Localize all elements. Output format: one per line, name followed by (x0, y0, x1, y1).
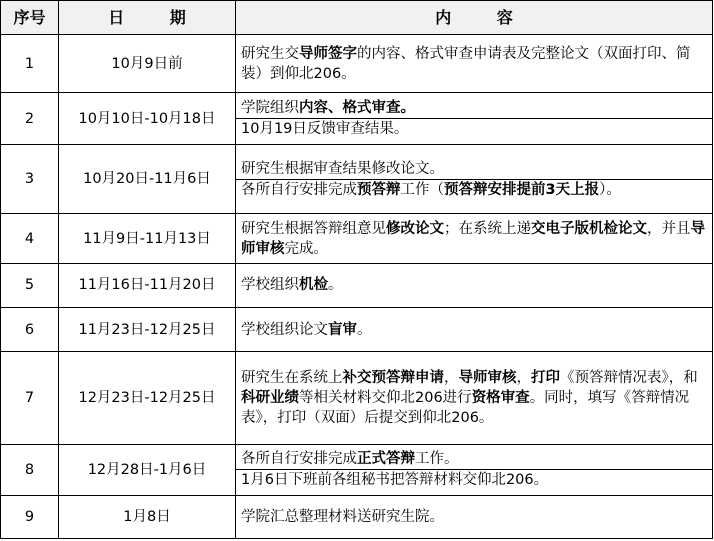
row-content (236, 35, 713, 93)
content-text: 学院组织 (241, 100, 299, 117)
row-date: 12月28日-1月6日 (59, 445, 236, 495)
content-text: 研究生在系统上 (241, 370, 343, 387)
content-emphasis: 正式答辩 (357, 451, 415, 468)
row-date: 11月9日-11月13日 (59, 214, 236, 263)
content-line (241, 368, 707, 428)
row-content (236, 352, 713, 445)
content-line (236, 118, 712, 139)
content-emphasis: 预答辩安排提前3天上报 (444, 181, 600, 198)
content-line (241, 449, 707, 469)
content-text: ，并且 (647, 220, 691, 237)
content-text: ）。 (599, 181, 621, 198)
content-text: 。 (328, 277, 343, 294)
row-date: 11月16日-11月20日 (59, 263, 236, 307)
content-text: ， (516, 370, 531, 387)
row-content (236, 495, 713, 538)
row-date: 10月20日-11月6日 (59, 144, 236, 214)
row-number: 2 (1, 93, 59, 144)
content-emphasis: 盲审 (328, 321, 357, 338)
content-line (241, 275, 707, 295)
content-emphasis: 导师审核 (241, 220, 705, 257)
content-line (241, 320, 707, 340)
row-number: 6 (1, 308, 59, 352)
table-row (1, 35, 713, 93)
content-text: 《预答辩情况表》，和 (560, 370, 698, 387)
content-emphasis: 打印 (531, 370, 560, 387)
content-emphasis: 机检 (299, 277, 328, 294)
header-content-label: 内 容 (435, 7, 533, 27)
content-line (241, 507, 707, 527)
row-date: 10月10日-10月18日 (59, 93, 236, 144)
row-content (236, 214, 713, 263)
row-content (236, 144, 713, 214)
content-text: 工作。 (415, 451, 459, 468)
content-text: 各所自行安排完成 (241, 181, 357, 198)
row-number: 1 (1, 35, 59, 93)
content-line (241, 159, 707, 179)
row-content (236, 263, 713, 307)
content-text: 研究生根据审查结果修改论文。 (241, 160, 444, 177)
content-line (236, 179, 712, 200)
schedule-rows (1, 35, 713, 539)
table-row (1, 93, 713, 144)
content-emphasis: 预答辩 (357, 181, 401, 198)
content-text: 10月19日反馈审查结果。 (241, 121, 409, 138)
content-text: ， (444, 370, 459, 387)
content-line (236, 469, 712, 490)
content-emphasis: 修改论文 (386, 220, 444, 237)
table-row (1, 352, 713, 445)
header-content (236, 1, 713, 35)
row-date: 1月8日 (59, 495, 236, 538)
content-text: 研究生根据答辩组意见 (241, 220, 386, 237)
content-text: 研究生交 (241, 45, 299, 62)
content-text: 1月6日下班前各组秘书把答辩材料交仰北206。 (241, 472, 549, 489)
header-row (1, 1, 713, 35)
row-number: 8 (1, 445, 59, 495)
content-emphasis: 资格审查 (471, 390, 530, 407)
header-date-label: 日 期 (108, 7, 206, 27)
table-row (1, 495, 713, 538)
content-text: 各所自行安排完成 (241, 451, 357, 468)
content-emphasis: 导师签字 (299, 45, 357, 62)
content-text: 学校组织 (241, 277, 299, 294)
header-no: 序号 (1, 1, 59, 35)
table-row (1, 214, 713, 263)
row-content (236, 93, 713, 144)
row-number: 9 (1, 495, 59, 538)
content-emphasis: 补交预答辩申请 (342, 370, 444, 387)
content-text: 学校组织论文 (241, 321, 328, 338)
row-number: 3 (1, 144, 59, 214)
row-number: 5 (1, 263, 59, 307)
content-text: ；在系统上递 (444, 220, 531, 237)
table-row (1, 263, 713, 307)
content-emphasis: 科研业绩 (241, 390, 299, 407)
row-date: 11月23日-12月25日 (59, 308, 236, 352)
row-number: 4 (1, 214, 59, 263)
row-date: 10月9日前 (59, 35, 236, 93)
table-row (1, 308, 713, 352)
content-line (241, 219, 707, 259)
table-row (1, 445, 713, 495)
row-content (236, 308, 713, 352)
table-row (1, 144, 713, 214)
content-emphasis: 内容、格式审查。 (299, 100, 415, 117)
row-date: 12月23日-12月25日 (59, 352, 236, 445)
content-text: 。同时，填写《答辩情况表》，打印（双面）后提交到仰北206。 (241, 390, 690, 427)
content-text: 工作（ (400, 181, 444, 198)
content-text: 。 (357, 321, 372, 338)
content-text: 学院汇总整理材料送研究生院。 (241, 508, 444, 525)
row-content (236, 445, 713, 495)
content-line (241, 98, 707, 118)
content-emphasis: 导师审核 (458, 370, 517, 387)
content-text: 完成。 (284, 240, 328, 257)
content-line (241, 44, 707, 84)
header-date (59, 1, 236, 35)
content-text: 的内容、格式审查申请表及完整论文（双面打印、简装）到仰北206。 (241, 45, 691, 82)
row-number: 7 (1, 352, 59, 445)
content-emphasis: 交电子版机检论文 (531, 220, 647, 237)
content-text: 等相关材料交仰北206进行 (299, 390, 472, 407)
